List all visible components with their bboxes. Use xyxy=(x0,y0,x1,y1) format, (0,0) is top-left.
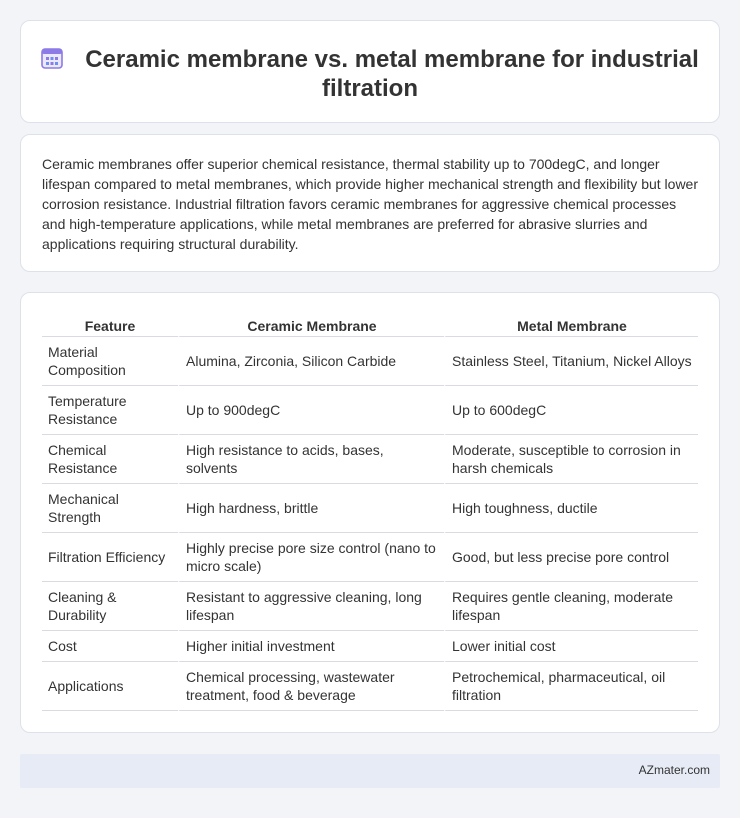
metal-cell: Stainless Steel, Titanium, Nickel Alloys xyxy=(444,337,698,386)
footer-brand-link[interactable]: AZmater.com xyxy=(638,763,710,777)
ceramic-cell: High resistance to acids, bases, solvents xyxy=(178,435,444,484)
footer-bar xyxy=(20,754,720,788)
feature-cell: Filtration Efficiency xyxy=(42,533,178,582)
metal-cell: Petrochemical, pharmaceutical, oil filtration xyxy=(444,662,698,711)
feature-cell: Material Composition xyxy=(42,337,178,386)
ceramic-cell: Resistant to aggressive cleaning, long lifespan xyxy=(178,582,444,631)
table-row xyxy=(42,533,698,582)
ceramic-cell: Alumina, Zirconia, Silicon Carbide xyxy=(178,337,444,386)
metal-cell: Good, but less precise pore control xyxy=(444,533,698,582)
ceramic-cell: Chemical processing, wastewater treatment, food & beverage xyxy=(178,662,444,711)
table-row xyxy=(42,631,698,662)
table-row xyxy=(42,435,698,484)
title-card xyxy=(20,20,720,123)
feature-cell: Cost xyxy=(42,631,178,662)
feature-cell: Cleaning & Durability xyxy=(42,582,178,631)
table-header-row xyxy=(42,315,698,337)
ceramic-cell: Higher initial investment xyxy=(178,631,444,662)
summary-card xyxy=(20,134,720,272)
summary-paragraph: Ceramic membranes offer superior chemical resistance, thermal stability up to 700degC, and longer lifespan compared to metal membranes, which provide higher mechanical strength and flexibility but lower corrosion resistance. Industrial filtration favors ceramic membranes for aggressive chemical processes and high-temperature applications, while metal membranes are preferred for abrasive slurries and applications requiring structural durability. xyxy=(42,156,698,252)
table-row xyxy=(42,484,698,533)
header-feature: Feature xyxy=(42,315,178,337)
table-row xyxy=(42,582,698,631)
comparison-table xyxy=(42,315,698,711)
table-row xyxy=(42,337,698,386)
header-ceramic: Ceramic Membrane xyxy=(178,315,444,337)
ceramic-cell: Highly precise pore size control (nano to micro scale) xyxy=(178,533,444,582)
ceramic-cell: High hardness, brittle xyxy=(178,484,444,533)
feature-cell: Chemical Resistance xyxy=(42,435,178,484)
table-row xyxy=(42,662,698,711)
metal-cell: High toughness, ductile xyxy=(444,484,698,533)
header-metal: Metal Membrane xyxy=(444,315,698,337)
feature-cell: Temperature Resistance xyxy=(42,386,178,435)
page-title: Ceramic membrane vs. metal membrane for industrial filtration xyxy=(85,46,699,102)
metal-cell: Moderate, susceptible to corrosion in harsh chemicals xyxy=(444,435,698,484)
feature-cell: Applications xyxy=(42,662,178,711)
feature-cell: Mechanical Strength xyxy=(42,484,178,533)
ceramic-cell: Up to 900degC xyxy=(178,386,444,435)
metal-cell: Requires gentle cleaning, moderate lifespan xyxy=(444,582,698,631)
table-row xyxy=(42,386,698,435)
comparison-card xyxy=(20,292,720,733)
metal-cell: Lower initial cost xyxy=(444,631,698,662)
calendar-grid-icon xyxy=(41,47,63,69)
metal-cell: Up to 600degC xyxy=(444,386,698,435)
